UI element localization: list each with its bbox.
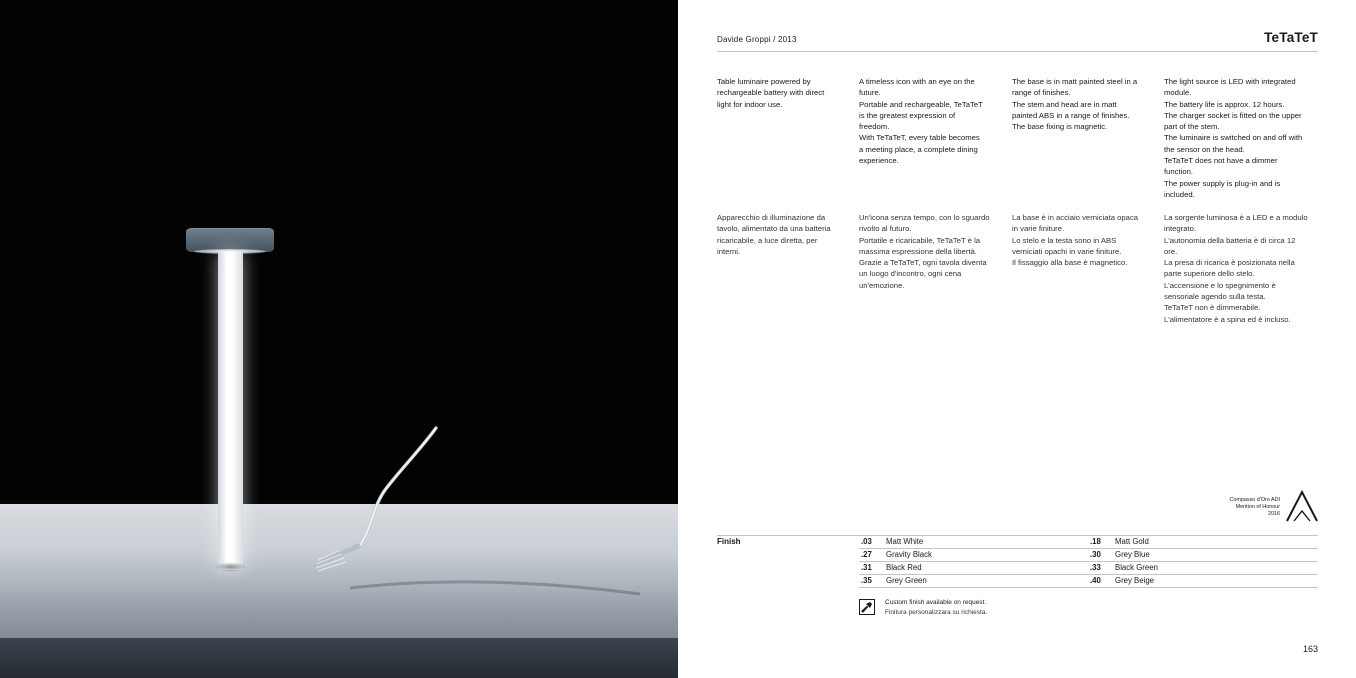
award-line-1: Compasso d'Oro ADI [1229,497,1280,503]
description-it-col4: La sorgente luminosa è a LED e a modulo integrato. L'autonomia della batteria è di circa 12 ore. La presa di ricarica è posizionata nella parte superiore dello stelo. L'accensione e lo spegnimento è sensoriale agendo sulla testa. TeTaTeT non è dimmerabile. L'alimentatore è a spina ed è incluso. [1164,213,1308,324]
adi-compasso-icon [1285,489,1319,523]
finish-row [859,574,1088,588]
finish-name: Matt White [886,537,924,546]
product-title: TeTaTeT [1264,30,1318,45]
description-en-col4: The light source is LED with integrated module. The battery life is approx. 12 hours. The charger socket is fitted on the upper part of the stem. The luminaire is switched on and off with the sensor on the head. TeTaTeT does not have a dimmer function. The power supply is plug-in and is included. [1164,77,1303,199]
finish-name: Grey Beige [1115,576,1155,585]
award-line-3: 2016 [1268,511,1280,518]
finish-code: .30 [1090,550,1101,559]
finish-code: .33 [1090,563,1101,572]
finish-name: Black Green [1115,563,1158,572]
description-en-col2: A timeless icon with an eye on the future. Portable and rechargeable, TeTaTeT is the greatest expression of freedom. With TeTaTeT, every table becomes a meeting place, a complete dining experience. [859,77,983,166]
paint-brush-icon [859,599,875,615]
finish-row [1088,561,1318,575]
description-it-col2: Un'icona senza tempo, con lo sguardo rivolto al futuro. Portatile e ricaricabile, TeTaTeT è la massima espressione della libertà. Grazie a TeTaTeT, ogni tavola diventa un luogo d'incontro, ogni cena un'emozione. [859,213,990,290]
finish-code: .35 [861,576,872,585]
custom-finish-it: Finitura personalizzara su richiesta. [885,609,988,616]
description-it-col3: La base è in acciaio verniciata opaca in varie finiture. Lo stelo e la testa sono in ABS verniciati opachi in varie finiture. Il fissaggio alla base è magnetico. [1012,213,1139,268]
finish-name: Black Red [886,563,922,572]
finish-code: .18 [1090,537,1101,546]
finish-row [859,535,1088,549]
description-it-col1: Apparecchio di illuminazione da tavolo, alimentato da una batteria ricaricabile, a luce diretta, per interni. [717,213,831,256]
page-number: 163 [1302,644,1318,654]
award-line-2: Mention of Honour [1235,504,1280,511]
finish-code: .31 [861,563,872,572]
finish-row [1088,535,1318,549]
custom-finish-en: Custom finish available on request. [885,599,987,606]
finish-name: Matt Gold [1115,537,1149,546]
award-text [1180,497,1280,519]
finish-name: Grey Green [886,576,927,585]
description-en-col1: Table luminaire powered by rechargeable battery with direct light for indoor use. [717,77,825,109]
finish-row [859,561,1088,575]
finish-name: Grey Blue [1115,550,1150,559]
description-en-col3: The base is in matt painted steel in a range of finishes. The stem and head are in matt painted ABS in a range of finishes. The base fixing is magnetic. [1012,77,1138,132]
finish-label: Finish [717,537,741,546]
finish-row [859,548,1088,562]
finish-code: .27 [861,550,872,559]
finish-row [1088,574,1318,588]
header-divider [717,51,1318,52]
finish-name: Gravity Black [886,550,932,559]
finish-code: .40 [1090,576,1101,585]
finish-row [1088,548,1318,562]
finish-code: .03 [861,537,872,546]
designer-year: Davide Groppi / 2013 [717,35,797,44]
